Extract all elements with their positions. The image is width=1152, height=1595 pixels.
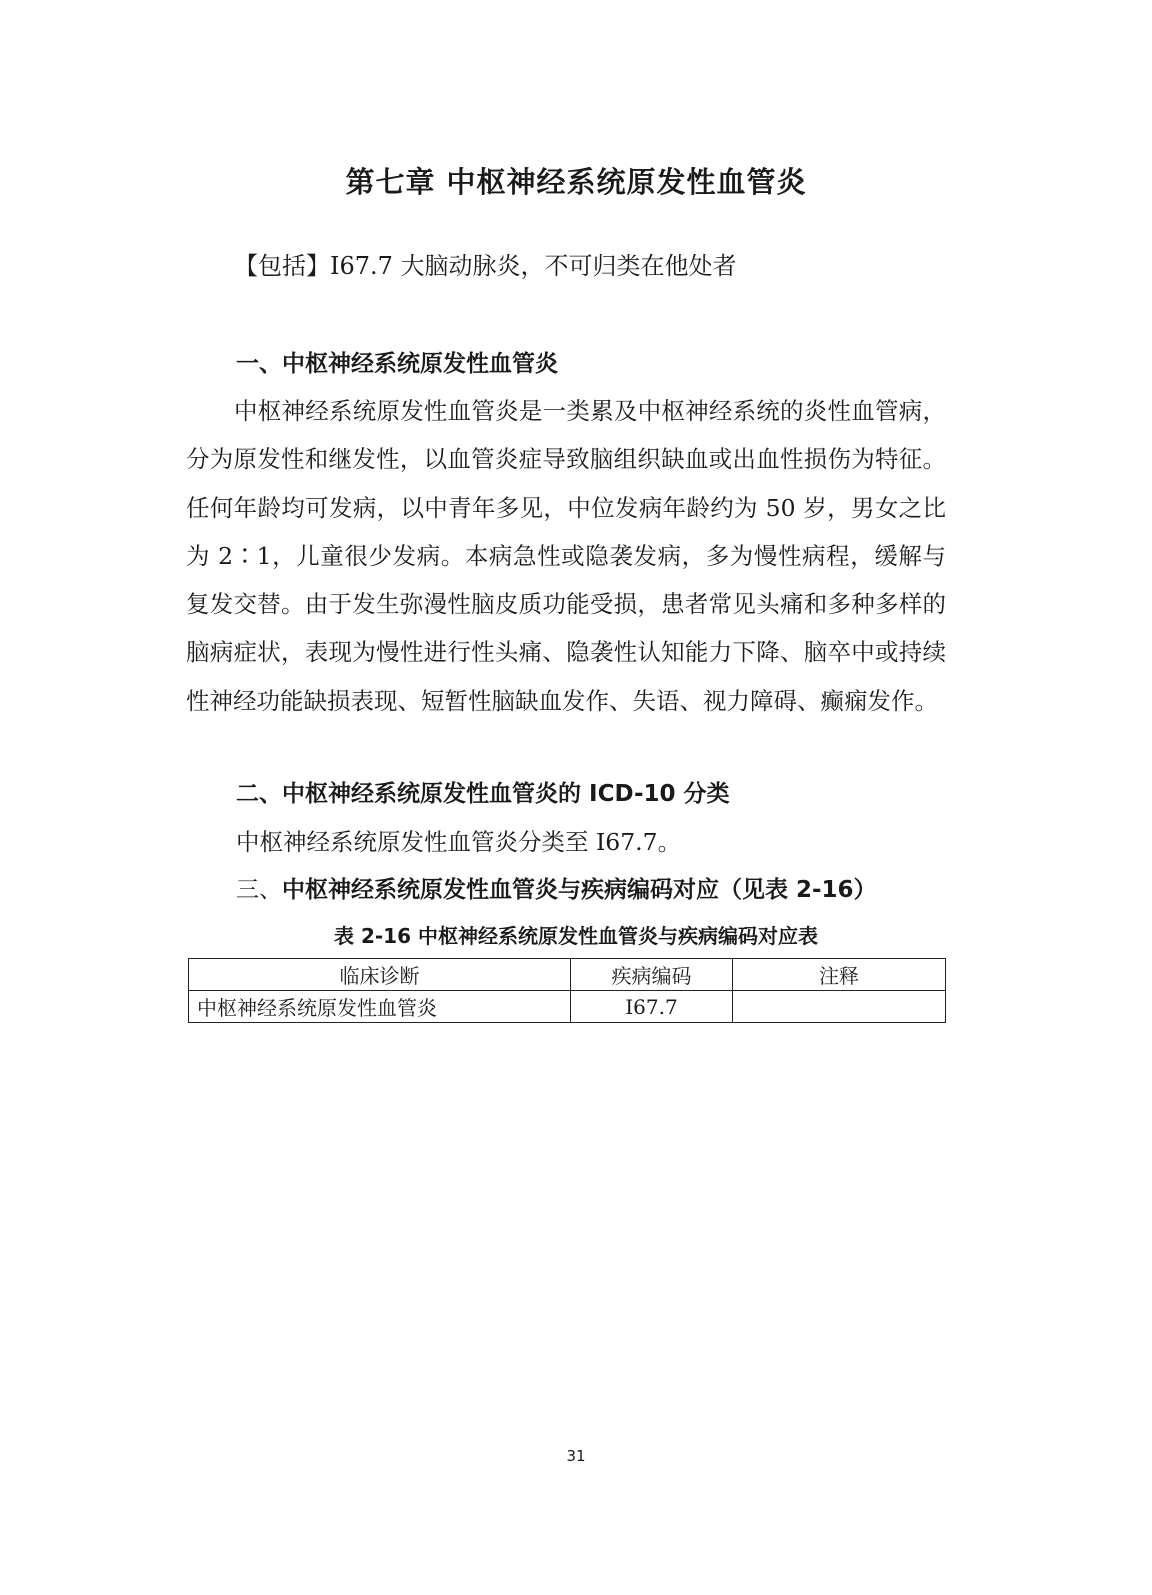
section-1-body: 中枢神经系统原发性血管炎是一类累及中枢神经系统的炎性血管病，分为原发性和继发性，以血管炎症导致脑组织缺血或出血性损伤为特征。任何年龄均可发病，以中青年多见，中位发病年龄约为 50 岁，男女之比为 2∶1，儿童很少发病。本病急性或隐袭发病，多为慢性病程，缓解与复发交替。由于发生弥漫性脑皮质功能受损，患者常见头痛和多种多样的脑病症状，表现为慢性进行性头痛、隐袭性认知能力下降、脑卒中或持续性神经功能缺损表现、短暂性脑缺血发作、失语、视力障碍、癫痫发作。	[186, 397, 946, 715]
table-cell-code: I67.7	[571, 991, 733, 1023]
table-caption: 表 2-16 中枢神经系统原发性血管炎与疾病编码对应表	[334, 924, 818, 948]
page-number: 31	[566, 1447, 586, 1465]
include-line: 【包括】I67.7 大脑动脉炎，不可归类在他处者	[234, 252, 737, 280]
table-cell-diagnosis: 中枢神经系统原发性血管炎	[189, 991, 571, 1023]
section-1-heading: 一、中枢神经系统原发性血管炎	[236, 351, 558, 377]
table-header-cell: 注释	[733, 959, 946, 991]
section-3-heading	[236, 871, 877, 904]
section-2-body: 中枢神经系统原发性血管炎分类至 I67.7。	[236, 828, 682, 856]
diagnosis-code-table	[188, 958, 946, 1023]
table-header-cell: 临床诊断	[189, 959, 571, 991]
table-row	[189, 991, 946, 1023]
section-3-heading-main: 中枢神经系统原发性血管炎与疾病编码对应	[282, 877, 719, 903]
section-3-heading-prefix: 三、	[236, 877, 282, 903]
section-3-heading-suffix: （见表 2-16）	[719, 877, 877, 903]
section-2-heading: 二、中枢神经系统原发性血管炎的 ICD-10 分类	[236, 781, 730, 807]
table-cell-note	[733, 991, 946, 1023]
table-header-cell: 疾病编码	[571, 959, 733, 991]
chapter-title: 第七章 中枢神经系统原发性血管炎	[345, 165, 807, 199]
table-header-row	[189, 959, 946, 991]
